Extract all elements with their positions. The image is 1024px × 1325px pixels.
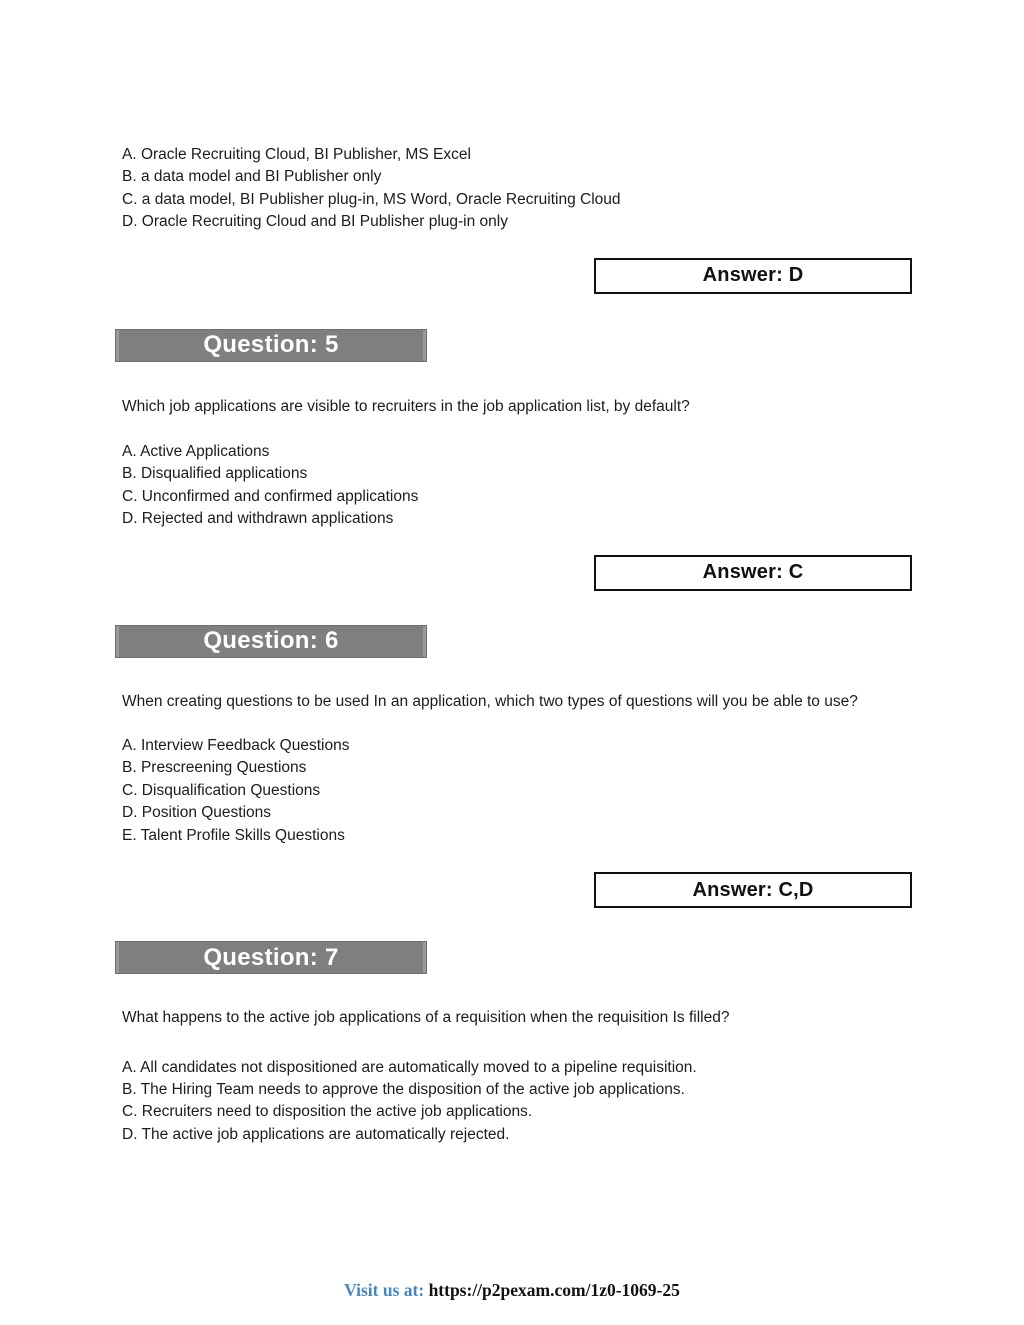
option-a: A. Interview Feedback Questions xyxy=(122,737,350,755)
answer-box-q4: Answer: D xyxy=(594,258,912,294)
question-7-header: Question: 7 xyxy=(115,941,427,974)
question-6-header: Question: 6 xyxy=(115,625,427,658)
option-b: B. Prescreening Questions xyxy=(122,759,307,777)
footer-url-link[interactable]: https://p2pexam.com/1z0-1069-25 xyxy=(428,1280,680,1300)
page-footer xyxy=(0,1280,1024,1301)
option-c: C. Disqualification Questions xyxy=(122,781,321,799)
answer-row xyxy=(122,555,912,591)
option-c: C. Recruiters need to disposition the active job applications. xyxy=(122,1103,533,1121)
question-5-options xyxy=(122,441,912,531)
option-b: B. The Hiring Team needs to approve the disposition of the active job applications. xyxy=(122,1080,685,1098)
answer-row xyxy=(122,258,912,294)
question-6-options xyxy=(122,735,912,847)
answer-box-q5: Answer: C xyxy=(594,555,912,591)
option-c: C. a data model, BI Publisher plug-in, MS Word, Oracle Recruiting Cloud xyxy=(122,190,621,208)
visit-us-label: Visit us at: xyxy=(344,1280,425,1300)
option-b: B. a data model and BI Publisher only xyxy=(122,168,382,186)
question-7-block xyxy=(122,941,912,1146)
question-7-options xyxy=(122,1057,912,1147)
option-d: D. Oracle Recruiting Cloud and BI Publisher plug-in only xyxy=(122,213,508,231)
option-d: D. Position Questions xyxy=(122,804,272,822)
question-5-header: Question: 5 xyxy=(115,329,427,362)
question-4-options-block xyxy=(122,0,912,294)
question-5-text: Which job applications are visible to recruiters in the job application list, by default? xyxy=(122,397,690,415)
option-b: B. Disqualified applications xyxy=(122,465,308,483)
answer-box-q6: Answer: C,D xyxy=(594,872,912,908)
option-c: C. Unconfirmed and confirmed applications xyxy=(122,487,419,505)
answer-row xyxy=(122,872,912,908)
question-6-block xyxy=(122,625,912,908)
option-a: A. All candidates not dispositioned are automatically moved to a pipeline requisition. xyxy=(122,1058,697,1076)
question-7-text: What happens to the active job applications of a requisition when the requisition Is filled? xyxy=(122,1009,730,1027)
option-a: A. Active Applications xyxy=(122,443,270,461)
option-d: D. The active job applications are automatically rejected. xyxy=(122,1125,510,1143)
option-e: E. Talent Profile Skills Questions xyxy=(122,826,345,844)
question-5-block xyxy=(122,329,912,591)
option-a: A. Oracle Recruiting Cloud, BI Publisher, MS Excel xyxy=(122,146,471,163)
option-d: D. Rejected and withdrawn applications xyxy=(122,510,394,528)
question-6-text: When creating questions to be used In an application, which two types of questions will you be able to use? xyxy=(122,692,858,710)
